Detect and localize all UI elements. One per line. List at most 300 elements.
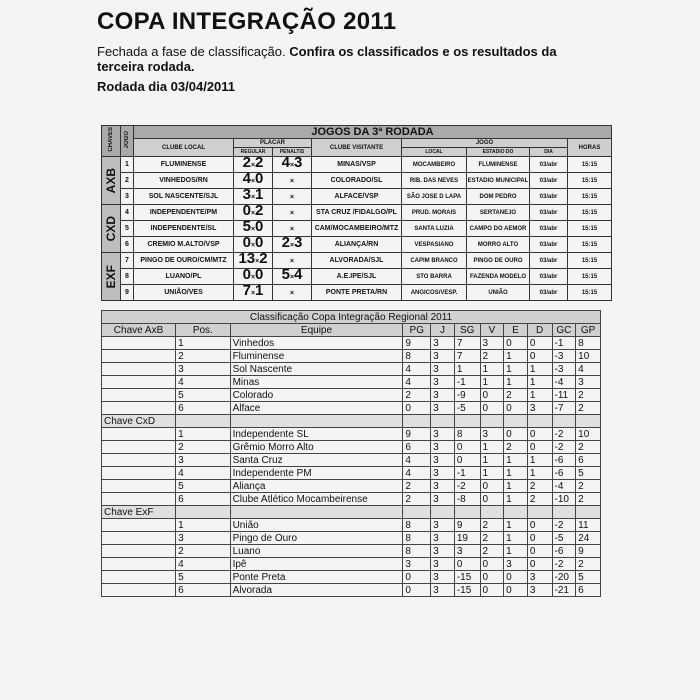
home-goals: 13 — [238, 252, 256, 267]
points: 9 — [403, 337, 431, 350]
wins: 1 — [480, 363, 504, 376]
column-header: J — [431, 324, 455, 337]
draws: 0 — [504, 428, 528, 441]
home-team: SOL NASCENTE/SJL — [134, 189, 234, 205]
away-team: ALFACE/VSP — [312, 189, 402, 205]
penalty-score — [273, 221, 312, 237]
game-time: 15:15 — [568, 221, 612, 237]
position: 2 — [176, 441, 231, 454]
game-row — [102, 173, 612, 189]
wins: 2 — [480, 545, 504, 558]
goals-scored: 3 — [576, 376, 601, 389]
game-location: SÃO JOSE D LAPA — [402, 189, 467, 205]
standing-row — [102, 519, 601, 532]
empty-cell — [552, 506, 576, 519]
column-header: Equipe — [230, 324, 403, 337]
empty-cell — [102, 350, 176, 363]
wins: 1 — [480, 441, 504, 454]
goals-scored: 2 — [576, 441, 601, 454]
empty-cell — [102, 363, 176, 376]
game-row — [102, 157, 612, 173]
group-label — [102, 253, 121, 301]
empty-cell — [102, 467, 176, 480]
goals-conceded: -6 — [552, 545, 576, 558]
goals-conceded: -2 — [552, 558, 576, 571]
away-goals: 0 — [255, 268, 264, 283]
points: 9 — [403, 428, 431, 441]
points: 4 — [403, 467, 431, 480]
game-number: 3 — [121, 189, 134, 205]
empty-cell — [176, 415, 231, 428]
goal-difference: 19 — [454, 532, 480, 545]
position: 1 — [176, 337, 231, 350]
position: 1 — [176, 428, 231, 441]
games-played: 3 — [431, 363, 455, 376]
away-penalties: 3 — [294, 236, 303, 251]
group-header-row — [102, 415, 601, 428]
empty-cell — [102, 428, 176, 441]
page-title: COPA INTEGRAÇÃO 2011 — [97, 8, 397, 35]
games-played: 3 — [431, 441, 455, 454]
losses: 1 — [527, 376, 552, 389]
points: 4 — [403, 376, 431, 389]
goals-scored: 2 — [576, 558, 601, 571]
points: 2 — [403, 480, 431, 493]
points: 8 — [403, 532, 431, 545]
standing-row — [102, 545, 601, 558]
game-day: 03/abr — [530, 189, 568, 205]
draws: 1 — [504, 363, 528, 376]
standing-row — [102, 363, 601, 376]
goals-scored: 9 — [576, 545, 601, 558]
standing-row — [102, 480, 601, 493]
regular-score — [234, 269, 273, 285]
goal-difference: 7 — [454, 337, 480, 350]
game-time: 15:15 — [568, 205, 612, 221]
standing-row — [102, 571, 601, 584]
draws: 1 — [504, 350, 528, 363]
goals-scored: 4 — [576, 363, 601, 376]
wins: 0 — [480, 389, 504, 402]
goal-difference: -5 — [454, 402, 480, 415]
group-label — [102, 205, 121, 253]
regular-score — [234, 189, 273, 205]
group-label: Chave CxD — [102, 415, 176, 428]
empty-cell — [102, 493, 176, 506]
games-played: 3 — [431, 337, 455, 350]
away-penalties: 3 — [294, 156, 303, 171]
away-penalties: 4 — [294, 268, 303, 283]
goal-difference: -1 — [454, 376, 480, 389]
penalty-separator: × — [289, 242, 295, 249]
empty-cell — [230, 506, 403, 519]
empty-cell — [102, 402, 176, 415]
column-header: SG — [454, 324, 480, 337]
games-played: 3 — [431, 480, 455, 493]
home-goals: 0 — [242, 268, 251, 283]
penalty-score — [273, 269, 312, 285]
draws: 1 — [504, 532, 528, 545]
game-time: 15:15 — [568, 269, 612, 285]
position: 4 — [176, 376, 231, 389]
penalty-separator: × — [289, 194, 295, 201]
wins: 1 — [480, 467, 504, 480]
home-goals: 0 — [242, 204, 251, 219]
goals-scored: 24 — [576, 532, 601, 545]
column-header: GP — [576, 324, 601, 337]
goal-difference: 9 — [454, 519, 480, 532]
team-name: Santa Cruz — [230, 454, 403, 467]
goals-conceded: -4 — [552, 376, 576, 389]
standing-row — [102, 467, 601, 480]
goals-conceded: -2 — [552, 441, 576, 454]
intro-paragraph — [97, 44, 577, 74]
home-team: PINGO DE OURO/CM/MTZ — [134, 253, 234, 269]
standing-row — [102, 376, 601, 389]
goals-scored: 6 — [576, 584, 601, 597]
team-name: Alvorada — [230, 584, 403, 597]
game-number: 2 — [121, 173, 134, 189]
points: 8 — [403, 545, 431, 558]
empty-cell — [454, 506, 480, 519]
home-goals: 3 — [242, 188, 251, 203]
game-day: 03/abr — [530, 205, 568, 221]
goals-conceded: -3 — [552, 363, 576, 376]
game-day: 03/abr — [530, 237, 568, 253]
penalty-separator: × — [289, 258, 295, 265]
games-played: 3 — [431, 389, 455, 402]
points: 8 — [403, 519, 431, 532]
penalty-score — [273, 205, 312, 221]
losses: 0 — [527, 558, 552, 571]
goal-difference: 0 — [454, 441, 480, 454]
wins: 2 — [480, 532, 504, 545]
game-location: CAPIM BRANCO — [402, 253, 467, 269]
horas-header: HORAS — [568, 139, 612, 157]
wins: 0 — [480, 480, 504, 493]
goal-difference: 0 — [454, 454, 480, 467]
games-played: 3 — [431, 571, 455, 584]
score-separator: × — [250, 194, 256, 201]
standing-row — [102, 389, 601, 402]
position: 4 — [176, 467, 231, 480]
goals-conceded: -6 — [552, 454, 576, 467]
game-stadium: MORRO ALTO — [467, 237, 530, 253]
empty-cell — [576, 415, 601, 428]
losses: 0 — [527, 441, 552, 454]
home-team: LUANO/PL — [134, 269, 234, 285]
draws: 1 — [504, 545, 528, 558]
standing-row — [102, 350, 601, 363]
empty-cell — [102, 558, 176, 571]
goals-scored: 11 — [576, 519, 601, 532]
games-played: 3 — [431, 402, 455, 415]
game-stadium: CAMPO DO AEMOR — [467, 221, 530, 237]
score-separator: × — [250, 226, 256, 233]
points: 2 — [403, 493, 431, 506]
games-title: JOGOS DA 3ª RODADA — [134, 126, 612, 139]
penalty-separator: × — [289, 210, 295, 217]
score-separator: × — [250, 290, 256, 297]
goals-scored: 2 — [576, 402, 601, 415]
group-label: Chave ExF — [102, 506, 176, 519]
away-team: MINAS/VSP — [312, 157, 402, 173]
game-day: 03/abr — [530, 173, 568, 189]
wins: 0 — [480, 584, 504, 597]
draws: 0 — [504, 402, 528, 415]
empty-cell — [431, 415, 455, 428]
dia-header: DIA — [530, 148, 568, 157]
standing-row — [102, 532, 601, 545]
game-number: 6 — [121, 237, 134, 253]
home-team: FLUMINENSE — [134, 157, 234, 173]
draws: 1 — [504, 376, 528, 389]
empty-cell — [552, 415, 576, 428]
game-location: SANTA LUZIA — [402, 221, 467, 237]
game-row — [102, 285, 612, 301]
empty-cell — [102, 480, 176, 493]
empty-cell — [403, 415, 431, 428]
game-location: VESPASIANO — [402, 237, 467, 253]
game-row — [102, 237, 612, 253]
game-row — [102, 189, 612, 205]
goal-difference: -15 — [454, 571, 480, 584]
game-number: 4 — [121, 205, 134, 221]
regular-score — [234, 253, 273, 269]
game-time: 15:15 — [568, 253, 612, 269]
jogo-group-header: JOGO — [402, 139, 568, 148]
team-name: Vinhedos — [230, 337, 403, 350]
draws: 3 — [504, 558, 528, 571]
away-team: STA CRUZ /FIDALGO/PL — [312, 205, 402, 221]
position: 2 — [176, 350, 231, 363]
home-team: UNIÃO/VES — [134, 285, 234, 301]
standing-row — [102, 402, 601, 415]
away-team: COLORADO/SL — [312, 173, 402, 189]
round-date: Rodada dia 03/04/2011 — [97, 79, 236, 94]
games-played: 3 — [431, 454, 455, 467]
goals-conceded: -2 — [552, 519, 576, 532]
standing-row — [102, 493, 601, 506]
empty-cell — [102, 571, 176, 584]
game-number: 1 — [121, 157, 134, 173]
losses: 1 — [527, 389, 552, 402]
away-goals: 0 — [255, 236, 264, 251]
team-name: Grêmio Morro Alto — [230, 441, 403, 454]
draws: 1 — [504, 493, 528, 506]
game-stadium: PINGO DE OURO — [467, 253, 530, 269]
team-name: Sol Nascente — [230, 363, 403, 376]
goal-difference: -15 — [454, 584, 480, 597]
game-row — [102, 221, 612, 237]
games-played: 3 — [431, 376, 455, 389]
classification-header-row — [102, 324, 601, 337]
position: 6 — [176, 402, 231, 415]
wins: 2 — [480, 350, 504, 363]
position: 3 — [176, 363, 231, 376]
position: 5 — [176, 571, 231, 584]
goals-scored: 10 — [576, 350, 601, 363]
empty-cell — [504, 506, 528, 519]
penalty-score — [273, 285, 312, 301]
standing-row — [102, 337, 601, 350]
empty-cell — [454, 415, 480, 428]
game-location: MOCAMBEIRO — [402, 157, 467, 173]
points: 3 — [403, 558, 431, 571]
game-stadium: FAZENDA MODELO — [467, 269, 530, 285]
position: 3 — [176, 532, 231, 545]
losses: 0 — [527, 337, 552, 350]
game-day: 03/abr — [530, 253, 568, 269]
points: 0 — [403, 584, 431, 597]
score-separator: × — [250, 210, 256, 217]
classification-table — [101, 310, 601, 597]
goals-conceded: -20 — [552, 571, 576, 584]
goal-difference: 8 — [454, 428, 480, 441]
away-team: CAM/MOCAMBEIRO/MTZ — [312, 221, 402, 237]
goals-scored: 6 — [576, 454, 601, 467]
position: 5 — [176, 389, 231, 402]
empty-cell — [102, 584, 176, 597]
estadio-header: ESTADIO DO — [467, 148, 530, 157]
goal-difference: 1 — [454, 363, 480, 376]
game-stadium: ESTADIO MUNICIPAL — [467, 173, 530, 189]
penalty-separator: × — [289, 226, 295, 233]
losses: 3 — [527, 402, 552, 415]
empty-cell — [102, 376, 176, 389]
home-penalties: 5 — [281, 268, 290, 283]
losses: 1 — [527, 467, 552, 480]
game-day: 03/abr — [530, 157, 568, 173]
points: 4 — [403, 454, 431, 467]
game-location: STO BARRA — [402, 269, 467, 285]
empty-cell — [102, 519, 176, 532]
draws: 2 — [504, 441, 528, 454]
empty-cell — [576, 506, 601, 519]
game-stadium: FLUMINENSE — [467, 157, 530, 173]
losses: 2 — [527, 480, 552, 493]
game-stadium: UNIÃO — [467, 285, 530, 301]
away-team: ALVORADA/SJL — [312, 253, 402, 269]
goal-difference: -1 — [454, 467, 480, 480]
home-team: INDEPENDENTE/PM — [134, 205, 234, 221]
regular-score — [234, 221, 273, 237]
game-location: PRUD. MORAIS — [402, 205, 467, 221]
goals-conceded: -3 — [552, 350, 576, 363]
team-name: Alface — [230, 402, 403, 415]
game-row — [102, 253, 612, 269]
column-header: Chave AxB — [102, 324, 176, 337]
team-name: União — [230, 519, 403, 532]
goals-conceded: -2 — [552, 428, 576, 441]
game-row — [102, 205, 612, 221]
home-team: INDEPENDENTE/SL — [134, 221, 234, 237]
points: 0 — [403, 402, 431, 415]
score-separator: × — [255, 258, 260, 265]
goals-scored: 2 — [576, 480, 601, 493]
away-goals: 2 — [255, 156, 264, 171]
goal-difference: -9 — [454, 389, 480, 402]
game-time: 15:15 — [568, 173, 612, 189]
penalty-separator: × — [289, 162, 295, 169]
goal-difference: -8 — [454, 493, 480, 506]
game-number: 8 — [121, 269, 134, 285]
column-header: Pos. — [176, 324, 231, 337]
empty-cell — [527, 415, 552, 428]
penaltis-header: PENALTIS — [273, 148, 312, 157]
away-team: A.E.IPE/SJL — [312, 269, 402, 285]
penalty-separator: × — [289, 290, 295, 297]
score-separator: × — [250, 162, 256, 169]
score-separator: × — [250, 242, 256, 249]
games-played: 3 — [431, 493, 455, 506]
games-played: 3 — [431, 467, 455, 480]
home-penalties: 2 — [281, 236, 290, 251]
losses: 0 — [527, 428, 552, 441]
game-time: 15:15 — [568, 237, 612, 253]
away-goals: 1 — [255, 284, 264, 299]
column-header: D — [527, 324, 552, 337]
points: 8 — [403, 350, 431, 363]
empty-cell — [480, 506, 504, 519]
losses: 0 — [527, 519, 552, 532]
team-name: Fluminense — [230, 350, 403, 363]
home-team: CREMIO M.ALTO/VSP — [134, 237, 234, 253]
losses: 1 — [527, 454, 552, 467]
empty-cell — [480, 415, 504, 428]
column-header: E — [504, 324, 528, 337]
local-header: LOCAL — [402, 148, 467, 157]
game-day: 03/abr — [530, 269, 568, 285]
group-label-text: AXB — [104, 167, 118, 194]
classification-title: Classificação Copa Integração Regional 2011 — [102, 311, 601, 324]
games-played: 3 — [431, 519, 455, 532]
goal-difference: 0 — [454, 558, 480, 571]
team-name: Aliança — [230, 480, 403, 493]
goal-difference: 3 — [454, 545, 480, 558]
games-played: 3 — [431, 350, 455, 363]
team-name: Luano — [230, 545, 403, 558]
away-goals: 2 — [255, 204, 264, 219]
away-goals: 1 — [255, 188, 264, 203]
goals-scored: 5 — [576, 467, 601, 480]
jogo-header: JOGO — [121, 126, 134, 157]
group-label-text: CXD — [104, 215, 118, 242]
regular-score — [234, 157, 273, 173]
penalty-score — [273, 237, 312, 253]
chaves-header: CHAVES — [102, 126, 121, 157]
clube-visitante-header: CLUBE VISITANTE — [312, 139, 402, 157]
wins: 0 — [480, 571, 504, 584]
regular-score — [234, 173, 273, 189]
empty-cell — [102, 441, 176, 454]
column-header: V — [480, 324, 504, 337]
regular-score — [234, 285, 273, 301]
game-time: 15:15 — [568, 285, 612, 301]
losses: 3 — [527, 571, 552, 584]
standing-row — [102, 428, 601, 441]
losses: 0 — [527, 532, 552, 545]
draws: 1 — [504, 454, 528, 467]
goals-conceded: -7 — [552, 402, 576, 415]
clube-local-header: CLUBE LOCAL — [134, 139, 234, 157]
empty-cell — [230, 415, 403, 428]
empty-cell — [102, 389, 176, 402]
games-played: 3 — [431, 584, 455, 597]
game-day: 03/abr — [530, 221, 568, 237]
losses: 2 — [527, 493, 552, 506]
penalty-score — [273, 253, 312, 269]
